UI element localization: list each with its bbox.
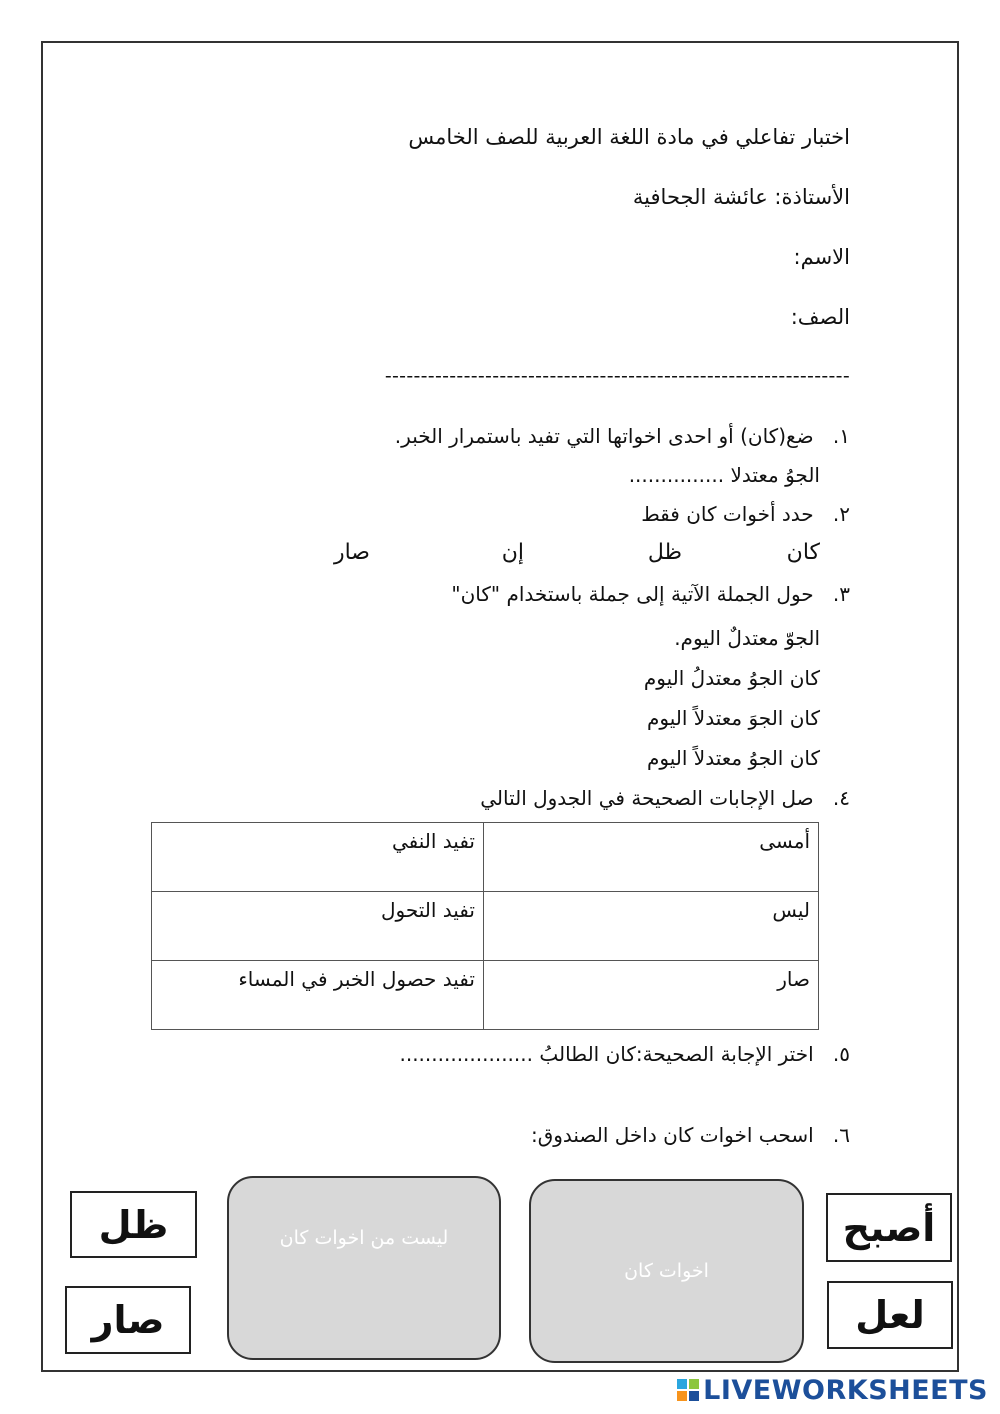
question-5-answer-dropdown[interactable]: ..................... [399, 1042, 533, 1066]
drop-box-not-sisters-label: ليست من اخوات كان [279, 1227, 449, 1249]
question-2-number: ٢. [832, 502, 850, 526]
match-right-cell[interactable]: تفيد النفي [152, 823, 484, 892]
drag-card-laalla[interactable]: لعل [827, 1281, 953, 1349]
class-label: الصف: [790, 305, 850, 329]
question-1-sentence-end: الجوُ معتدلا [730, 463, 820, 487]
choice-kana[interactable]: كان [786, 540, 820, 565]
question-5-text: اختر الإجابة الصحيحة:كان الطالبُ [539, 1042, 814, 1066]
match-left-cell[interactable]: أمسى [484, 823, 819, 892]
table-row [152, 823, 819, 892]
match-right-cell[interactable]: تفيد التحول [152, 892, 484, 961]
question-5 [399, 1042, 850, 1066]
drop-box-sisters-label: اخوات كان [624, 1260, 709, 1282]
drag-card-asbaha[interactable]: أصبح [826, 1193, 952, 1262]
liveworksheets-brand [677, 1372, 988, 1408]
question-3-number: ٣. [832, 582, 850, 606]
question-4 [480, 786, 850, 810]
question-3-option-2[interactable]: كان الجوَ معتدلاً اليوم [647, 706, 820, 730]
question-1-text: ضع(كان) أو احدى اخواتها التي تفيد باستمرار الخبر. [394, 424, 814, 448]
question-3-option-1[interactable]: كان الجوُ معتدلُ اليوم [643, 666, 820, 690]
choice-zall[interactable]: ظل [647, 540, 682, 565]
question-2-choices [320, 540, 820, 570]
drop-box-not-sisters[interactable] [227, 1176, 501, 1360]
question-2-text: حدد أخوات كان فقط [641, 502, 814, 526]
match-left-cell[interactable]: ليس [484, 892, 819, 961]
question-1-number: ١. [832, 424, 850, 448]
teacher-name: الأستاذة: عائشة الجحافية [632, 185, 850, 209]
question-6-text: اسحب اخوات كان داخل الصندوق: [530, 1123, 814, 1147]
table-row [152, 892, 819, 961]
liveworksheets-wordmark: LIVEWORKSHEETS [703, 1374, 988, 1406]
student-name-label: الاسم: [793, 245, 850, 269]
separator-line: ----------------------------------------------------------------- [384, 365, 850, 387]
worksheet-title: اختبار تفاعلي في مادة اللغة العربية للصف الخامس [408, 125, 850, 149]
drag-card-zall[interactable]: ظل [70, 1191, 197, 1258]
question-3 [451, 582, 850, 606]
question-3-text: حول الجملة الآتية إلى جملة باستخدام "كان" [451, 582, 814, 606]
question-1-blank-input[interactable]: ............... [628, 463, 725, 487]
liveworksheets-logo-icon [677, 1379, 699, 1401]
matching-table [151, 822, 819, 1030]
worksheet-frame [41, 41, 959, 1372]
question-4-text: صل الإجابات الصحيحة في الجدول التالي [480, 786, 814, 810]
question-2 [641, 502, 850, 526]
question-3-option-3[interactable]: كان الجوُ معتدلاً اليوم [647, 746, 820, 770]
choice-inna[interactable]: إن [501, 540, 524, 565]
match-left-cell[interactable]: صار [484, 961, 819, 1030]
drag-card-sara[interactable]: صار [65, 1286, 191, 1354]
drop-box-sisters-of-kana[interactable] [529, 1179, 804, 1363]
question-6 [531, 1123, 850, 1147]
question-1-sentence [629, 463, 820, 487]
question-5-number: ٥. [832, 1042, 850, 1066]
match-right-cell[interactable]: تفيد حصول الخبر في المساء [152, 961, 484, 1030]
question-3-sentence: الجوّ معتدلٌ اليوم. [674, 626, 820, 650]
choice-sara[interactable]: صار [333, 540, 370, 565]
question-4-number: ٤. [832, 786, 850, 810]
question-6-number: ٦. [832, 1123, 850, 1147]
table-row [152, 961, 819, 1030]
question-1 [395, 424, 850, 448]
